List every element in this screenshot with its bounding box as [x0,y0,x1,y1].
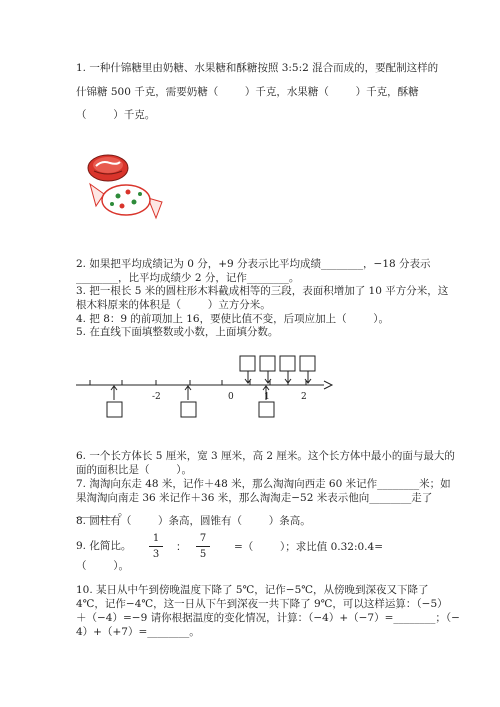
upper-box-3 [280,356,295,371]
q3-line2: 根木料原来的体积是（ ）立方分米。 [76,299,271,311]
q3-line1: 3. 把一根长 5 米的圆柱形木料截成相等的三段，表面积增加了 10 平方分米，这 [76,285,449,297]
q7-line2: 果淘淘向南走 36 米记作＋36 米，那么淘淘走−52 米表示他向________走了 [76,492,433,504]
axis-arrow-icon [324,381,332,389]
q10-line1: 10. 某日从中午到傍晚温度下降了 5℃，记作−5℃，从傍晚到深夜又下降了 [76,584,429,596]
q5-line1: 5. 在直线下面填整数或小数，上面填分数。 [76,326,279,338]
tick-label-neg2: -2 [152,392,161,402]
q1-line1: 1. 一种什锦糖里由奶糖、水果糖和酥糖按照 3:5:2 混合而成的，要配制这样的 [76,62,439,74]
q6-line2: 面的面积比是（ ）。 [76,464,192,476]
q9-fraction-2 [196,532,210,561]
upper-answer-boxes [240,356,315,371]
q2-line1: 2. 如果把平均成绩记为 0 分，+9 分表示比平均成绩________，−18 分表示 [76,258,431,270]
red-candy-icon [88,155,128,181]
q2-line2: ________，比平均成绩少 2 分，记作________。 [76,272,300,284]
candy-illustration [82,146,172,226]
wrapped-candy-icon [90,184,162,218]
q9-frac1-denominator: 3 [152,549,160,560]
q7-line1: 7. 淘淘向东走 48 米，记作＋48 米，那么淘淘向西走 60 米记作________米；如 [76,478,451,490]
tick-label-2: 2 [301,392,307,402]
q9-suffix: =（ ）；求比值 0.32:0.4= [234,541,383,553]
q9-colon: ： [176,541,187,553]
upper-arrows [245,371,311,383]
lower-answer-boxes [107,402,274,417]
lower-box-3 [259,402,274,417]
lower-box-2 [181,402,196,417]
q7-line3: ________。 [76,506,129,518]
q4-line1: 4. 把 8：9 的前项加上 16，要使比值不变，后项应加上（ ）。 [76,313,390,325]
number-line [70,352,340,426]
q6-line1: 6. 一个长方体长 5 厘米，宽 3 厘米，高 2 厘米。这个长方体中最小的面与最大的 [76,450,455,462]
q9-line2: （ ）。 [76,560,129,572]
upper-box-4 [300,356,315,371]
q10-line3: ＋（−4）=−9 请你根据温度的变化情况，计算：（−4）+（−7）=________；（− [76,612,460,624]
upper-box-1 [240,356,255,371]
q10-line2: 4℃，记作−4℃，这一日从下午到深夜一共下降了 9℃，可以这样运算：（−5） [76,598,448,610]
q1-line2: 什锦糖 500 千克，需要奶糖（ ）千克，水果糖（ ）千克，酥糖 [76,86,419,98]
q9-fraction-1 [149,532,163,561]
tick-label-1: 1 [264,392,270,402]
q9-frac1-numerator: 1 [152,533,160,544]
q9-frac2-numerator: 7 [199,533,207,544]
axis-ticks [90,380,306,385]
lower-arrows [111,386,269,400]
tick-label-0: 0 [228,392,234,402]
lower-box-1 [107,402,122,417]
q9-prefix: 9. 化简比。 [76,540,132,552]
q9-frac2-denominator: 5 [199,549,207,560]
upper-box-2 [260,356,275,371]
q8-line1: 8. 圆柱有（ ）条高，圆锥有（ ）条高。 [76,515,311,527]
q10-line4: 4）+（+7）=________。 [76,626,200,638]
q1-line3: （ ）千克。 [76,109,156,121]
